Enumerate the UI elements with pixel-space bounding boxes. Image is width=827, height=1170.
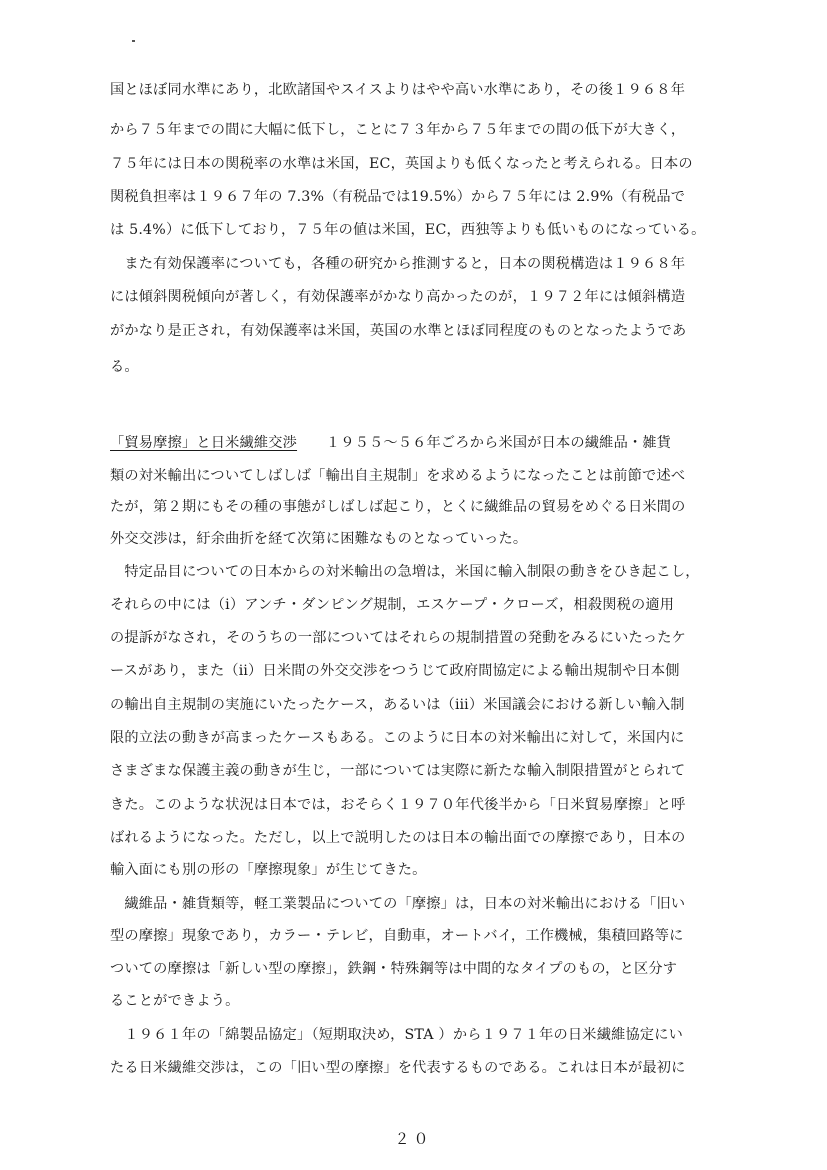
page-number: ２０ <box>394 1130 433 1148</box>
section-heading: 「貿易摩擦」と日米繊維交渉 <box>110 435 298 451</box>
text-line: 特定品目についての日本からの対米輸出の急増は，米国に輸入制限の動きをひき起こし， <box>110 564 700 580</box>
text-line: きた。このような状況は日本では，おそらく１９７０年代後半から「日米貿易摩擦」と呼 <box>110 797 686 813</box>
text-line: ７５年には日本の関税率の水準は米国，EC，英国よりも低くなったと考えられる。日本の <box>110 156 693 172</box>
text-line: 国とほぼ同水準にあり，北欧諸国やスイスよりはやや高い水準にあり，その後１９６８年 <box>110 82 686 98</box>
text-line: がかなり是正され，有効保護率は米国，英国の水準とほぼ同程度のものとなったようであ <box>110 323 687 339</box>
text-line: ることができよう。 <box>110 993 240 1009</box>
text-line: 型の摩擦」現象であり，カラー・テレビ，自動車，オートバイ，工作機械，集積回路等に <box>110 928 684 944</box>
text-line: ばれるようになった。ただし，以上で説明したのは日本の輸出面での摩擦であり，日本の <box>110 830 686 846</box>
text-line: また有効保護率についても，各種の研究から推測すると，日本の関税構造は１９６８年 <box>110 256 686 272</box>
text-line: には傾斜関税傾向が著しく，有効保護率がかなり高かったのが，１９７２年には傾斜構造 <box>110 289 686 305</box>
text-line: ついての摩擦は「新しい型の摩擦」，鉄鋼・特殊鋼等は中間的なタイプのもの，と区分す <box>110 961 678 977</box>
text-line: る。 <box>110 359 139 375</box>
text-line: それらの中には（ⅰ）アンチ・ダンピング規制，エスケープ・クローズ，相殺関税の適用 <box>110 597 675 613</box>
text-line: １９６１年の「綿製品協定」（短期取決め，STA ）から１９７１年の日米繊維協定にい <box>110 1027 684 1043</box>
text-line: は 5.4%）に低下しており，７５年の値は米国，EC，西独等よりも低いものになっている。 <box>110 222 706 238</box>
text-line: の提訴がなされ，そのうちの一部についてはそれらの規制措置の発動をみるにいたったケ <box>110 630 687 646</box>
text-line: 外交交渉は，紆余曲折を経て次第に困難なものとなっていった。 <box>110 531 528 547</box>
text-line: の輸出自主規制の実施にいたったケース，あるいは（ⅲ）米国議会における新しい輸入制 <box>110 697 685 713</box>
text-line: たる日米繊維交渉は，この「旧い型の摩擦」を代表するものである。これは日本が最初に <box>110 1060 686 1076</box>
section-heading-line <box>110 433 671 453</box>
text-line: 輸入面にも別の形の「摩擦現象」が生じてきた。 <box>110 862 427 878</box>
text-line: から７５年までの間に大幅に低下し，ことに７３年から７５年までの間の低下が大きく， <box>110 122 686 138</box>
text-line: 類の対米輸出についてしばしば「輸出自主規制」を求めるようになったことは前節で述べ <box>110 468 686 484</box>
text-line: さまざまな保護主義の動きが生じ，一部については実際に新たな輸入制限措置がとられて <box>110 763 686 779</box>
scan-mark <box>132 40 135 42</box>
text-line: 関税負担率は１９６７年の 7.3%（有税品では19.5%）から７５年には 2.9%（有税品で <box>110 189 686 205</box>
text-run: １９５５～５６年ごろから米国が日本の繊維品・雑貨 <box>297 435 672 451</box>
text-line: 繊維品・雑貨類等，軽工業製品についての「摩擦」は，日本の対米輸出における「旧い <box>110 896 686 912</box>
text-line: 限的立法の動きが高まったケースもある。このように日本の対米輸出に対して，米国内に <box>110 730 685 746</box>
text-line: ースがあり，また（ⅱ）日米間の外交交渉をつうじて政府間協定による輸出規制や日本側 <box>110 663 680 679</box>
text-line: たが，第２期にもその種の事態がしばしば起こり，とくに繊維品の貿易をめぐる日米間の <box>110 499 686 515</box>
